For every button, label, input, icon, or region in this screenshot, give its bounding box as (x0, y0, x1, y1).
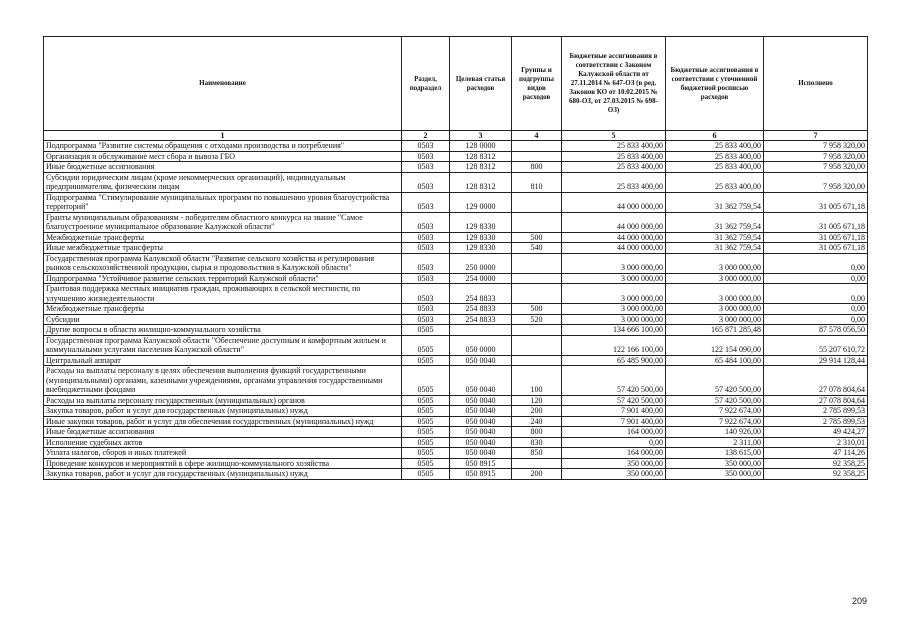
row-law-amount: 25 833 400,00 (562, 172, 666, 192)
row-group: 200 (512, 406, 562, 417)
row-law-amount: 57 420 500,00 (562, 366, 666, 396)
row-name: Исполнение судебных актов (44, 437, 402, 448)
budget-table (43, 36, 868, 480)
row-executed-amount: 92 358,25 (764, 458, 868, 469)
row-executed-amount: 55 207 610,72 (764, 335, 868, 355)
row-section: 0505 (402, 325, 450, 336)
table-row (44, 458, 868, 469)
row-target: 129 8330 (450, 232, 512, 243)
row-target: 128 8312 (450, 162, 512, 173)
row-name: Другие вопросы в области жилищно-коммунального хозяйства (44, 325, 402, 336)
row-group (512, 212, 562, 232)
row-law-amount: 122 166 100,00 (562, 335, 666, 355)
row-name: Межбюджетные трансферты (44, 304, 402, 315)
row-target: 129 0000 (450, 192, 512, 212)
row-law-amount: 3 000 000,00 (562, 304, 666, 315)
row-group: 520 (512, 314, 562, 325)
row-group: 100 (512, 366, 562, 396)
row-law-amount: 44 000 000,00 (562, 243, 666, 254)
row-refined-amount: 122 154 090,00 (666, 335, 764, 355)
table-body (44, 141, 868, 480)
row-law-amount: 7 901 400,00 (562, 406, 666, 417)
row-group (512, 335, 562, 355)
row-section: 0503 (402, 273, 450, 284)
row-group: 200 (512, 469, 562, 480)
row-target: 254 8833 (450, 304, 512, 315)
table-row (44, 416, 868, 427)
row-group (512, 325, 562, 336)
header-section: Раздел, подраздел (402, 37, 450, 131)
page-number: 209 (852, 596, 868, 606)
header-executed: Исполнено (764, 37, 868, 131)
row-refined-amount: 7 922 674,00 (666, 406, 764, 417)
row-name: Расходы на выплаты персоналу государственных (муниципальных) органов (44, 395, 402, 406)
row-group (512, 141, 562, 152)
table-row (44, 151, 868, 162)
row-refined-amount: 25 833 400,00 (666, 162, 764, 173)
row-refined-amount: 350 000,00 (666, 458, 764, 469)
row-name: Субсидии (44, 314, 402, 325)
table-row (44, 469, 868, 480)
row-name: Подпрограмма "Развитие системы обращения с отходами производства и потребления" (44, 141, 402, 152)
row-target: 254 8833 (450, 284, 512, 304)
row-law-amount: 134 666 100,00 (562, 325, 666, 336)
table-row (44, 212, 868, 232)
row-law-amount: 44 000 000,00 (562, 232, 666, 243)
row-name: Иные бюджетные ассигнования (44, 427, 402, 438)
row-name: Проведение конкурсов и мероприятий в сфере жилищно-коммунального хозяйства (44, 458, 402, 469)
table-row (44, 304, 868, 315)
row-name: Организация и обслуживание мест сбора и вывоза ГБО (44, 151, 402, 162)
table-row (44, 172, 868, 192)
row-executed-amount: 31 005 671,18 (764, 192, 868, 212)
row-refined-amount: 3 000 000,00 (666, 304, 764, 315)
row-law-amount: 25 833 400,00 (562, 162, 666, 173)
row-refined-amount: 7 922 674,00 (666, 416, 764, 427)
row-group: 500 (512, 304, 562, 315)
row-group (512, 192, 562, 212)
row-law-amount: 3 000 000,00 (562, 314, 666, 325)
row-law-amount: 350 000,00 (562, 469, 666, 480)
row-executed-amount: 0,00 (764, 314, 868, 325)
row-target: 050 0040 (450, 448, 512, 459)
row-group: 240 (512, 416, 562, 427)
row-executed-amount: 0,00 (764, 284, 868, 304)
table-row (44, 437, 868, 448)
row-executed-amount: 92 358,25 (764, 469, 868, 480)
row-law-amount: 3 000 000,00 (562, 273, 666, 284)
row-section: 0503 (402, 162, 450, 173)
row-refined-amount: 3 000 000,00 (666, 273, 764, 284)
table-row (44, 141, 868, 152)
row-name: Гранты муниципальным образованиям - победителям областного конкурса на звание "Самое благоустроенное муниципальное образование Калужской области" (44, 212, 402, 232)
row-name: Закупка товаров, работ и услуг для государственных (муниципальных) нужд (44, 406, 402, 417)
row-target: 050 0040 (450, 416, 512, 427)
row-section: 0503 (402, 243, 450, 254)
row-executed-amount: 7 958 320,00 (764, 162, 868, 173)
table-row (44, 284, 868, 304)
table-row (44, 314, 868, 325)
column-number: 4 (512, 131, 562, 141)
row-executed-amount: 87 578 056,50 (764, 325, 868, 336)
row-name: Иные межбюджетные трансферты (44, 243, 402, 254)
column-number: 1 (44, 131, 402, 141)
row-section: 0503 (402, 232, 450, 243)
table-row (44, 448, 868, 459)
row-target: 250 0000 (450, 253, 512, 273)
row-target (450, 325, 512, 336)
table-row (44, 355, 868, 366)
row-target: 129 8330 (450, 243, 512, 254)
row-executed-amount: 7 958 320,00 (764, 172, 868, 192)
table-row (44, 335, 868, 355)
row-law-amount: 65 485 900,00 (562, 355, 666, 366)
row-target: 050 0040 (450, 437, 512, 448)
row-section: 0505 (402, 406, 450, 417)
row-section: 0505 (402, 395, 450, 406)
row-refined-amount: 31 362 759,54 (666, 232, 764, 243)
row-executed-amount: 0,00 (764, 273, 868, 284)
header-name: Наименование (44, 37, 402, 131)
column-number: 5 (562, 131, 666, 141)
row-section: 0505 (402, 427, 450, 438)
row-target: 050 8915 (450, 469, 512, 480)
row-refined-amount: 31 362 759,54 (666, 243, 764, 254)
row-target: 050 8915 (450, 458, 512, 469)
row-section: 0505 (402, 366, 450, 396)
table-row (44, 395, 868, 406)
row-section: 0503 (402, 141, 450, 152)
row-section: 0505 (402, 437, 450, 448)
column-number-row (44, 131, 868, 141)
row-refined-amount: 3 000 000,00 (666, 314, 764, 325)
row-section: 0503 (402, 304, 450, 315)
row-section: 0503 (402, 151, 450, 162)
row-group: 800 (512, 162, 562, 173)
table-row (44, 366, 868, 396)
row-refined-amount: 140 926,00 (666, 427, 764, 438)
row-group: 540 (512, 243, 562, 254)
row-name: Межбюджетные трансферты (44, 232, 402, 243)
row-section: 0503 (402, 253, 450, 273)
row-refined-amount: 138 615,00 (666, 448, 764, 459)
row-executed-amount: 27 078 804,64 (764, 366, 868, 396)
row-executed-amount: 2 310,01 (764, 437, 868, 448)
row-section: 0503 (402, 192, 450, 212)
row-section: 0505 (402, 416, 450, 427)
table-row (44, 243, 868, 254)
row-refined-amount: 3 000 000,00 (666, 253, 764, 273)
row-refined-amount: 3 000 000,00 (666, 284, 764, 304)
table-row (44, 192, 868, 212)
row-executed-amount: 2 785 899,53 (764, 416, 868, 427)
row-target: 128 8312 (450, 172, 512, 192)
row-section: 0503 (402, 314, 450, 325)
row-law-amount: 350 000,00 (562, 458, 666, 469)
row-section: 0505 (402, 448, 450, 459)
row-executed-amount: 31 005 671,18 (764, 232, 868, 243)
row-law-amount: 7 901 400,00 (562, 416, 666, 427)
row-target: 050 0040 (450, 355, 512, 366)
row-section: 0503 (402, 284, 450, 304)
row-target: 050 0000 (450, 335, 512, 355)
row-law-amount: 0,00 (562, 437, 666, 448)
row-executed-amount: 31 005 671,18 (764, 212, 868, 232)
row-target: 129 8330 (450, 212, 512, 232)
row-section: 0503 (402, 212, 450, 232)
row-executed-amount: 31 005 671,18 (764, 243, 868, 254)
row-refined-amount: 65 484 100,00 (666, 355, 764, 366)
row-refined-amount: 31 362 759,54 (666, 212, 764, 232)
row-refined-amount: 25 833 400,00 (666, 141, 764, 152)
row-name: Иные закупки товаров, работ и услуг для обеспечения государственных (муниципальных) нужд (44, 416, 402, 427)
row-law-amount: 25 833 400,00 (562, 151, 666, 162)
column-number: 6 (666, 131, 764, 141)
row-executed-amount: 27 078 804,64 (764, 395, 868, 406)
row-executed-amount: 47 114,26 (764, 448, 868, 459)
header-row (44, 37, 868, 131)
row-law-amount: 3 000 000,00 (562, 284, 666, 304)
row-refined-amount: 2 311,00 (666, 437, 764, 448)
row-target: 254 8833 (450, 314, 512, 325)
row-target: 128 0000 (450, 141, 512, 152)
row-name: Субсидии юридическим лицам (кроме некоммерческих организаций), индивидуальным предпринимателям, физическим лицам (44, 172, 402, 192)
table-row (44, 325, 868, 336)
row-executed-amount: 7 958 320,00 (764, 141, 868, 152)
header-group: Группы и подгруппы видов расходов (512, 37, 562, 131)
row-name: Центральный аппарат (44, 355, 402, 366)
row-refined-amount: 57 420 500,00 (666, 395, 764, 406)
column-number: 7 (764, 131, 868, 141)
row-refined-amount: 57 420 500,00 (666, 366, 764, 396)
row-name: Государственная программа Калужской области "Развитие сельского хозяйства и регулирования рынков сельскохозяйственной продукции, сырья и продовольствия в Калужской области" (44, 253, 402, 273)
table-row (44, 253, 868, 273)
row-group: 800 (512, 427, 562, 438)
header-refined: Бюджетные ассигнования в соответствии с уточненной бюджетной росписью расходов (666, 37, 764, 131)
row-target: 128 8312 (450, 151, 512, 162)
row-executed-amount: 0,00 (764, 253, 868, 273)
row-group: 850 (512, 448, 562, 459)
row-group (512, 284, 562, 304)
row-executed-amount: 0,00 (764, 304, 868, 315)
row-executed-amount: 7 958 320,00 (764, 151, 868, 162)
header-target: Целевая статья расходов (450, 37, 512, 131)
row-name: Расходы на выплаты персоналу в целях обеспечения выполнения функций государственными (муниципальными) органами, казенными учреждениями, органами управления государственными внебюджетными фондами (44, 366, 402, 396)
row-group: 120 (512, 395, 562, 406)
row-group (512, 273, 562, 284)
table-row (44, 427, 868, 438)
row-law-amount: 164 000,00 (562, 448, 666, 459)
row-name: Подпрограмма "Устойчивое развитие сельских территорий Калужской области" (44, 273, 402, 284)
row-group: 810 (512, 172, 562, 192)
row-group (512, 355, 562, 366)
row-target: 050 0040 (450, 366, 512, 396)
column-number: 2 (402, 131, 450, 141)
row-group (512, 253, 562, 273)
row-section: 0505 (402, 469, 450, 480)
row-law-amount: 44 000 000,00 (562, 212, 666, 232)
row-section: 0505 (402, 335, 450, 355)
row-law-amount: 164 000,00 (562, 427, 666, 438)
row-name: Государственная программа Калужской области "Обеспечение доступным и комфортным жильем и коммунальными услугами населения Калужской области" (44, 335, 402, 355)
row-group (512, 458, 562, 469)
row-executed-amount: 49 424,27 (764, 427, 868, 438)
row-group: 830 (512, 437, 562, 448)
row-target: 050 0040 (450, 427, 512, 438)
row-refined-amount: 25 833 400,00 (666, 172, 764, 192)
table-row (44, 273, 868, 284)
table-row (44, 406, 868, 417)
row-group (512, 151, 562, 162)
row-law-amount: 57 420 500,00 (562, 395, 666, 406)
row-name: Закупка товаров, работ и услуг для государственных (муниципальных) нужд (44, 469, 402, 480)
row-refined-amount: 165 871 285,48 (666, 325, 764, 336)
row-section: 0505 (402, 458, 450, 469)
row-law-amount: 3 000 000,00 (562, 253, 666, 273)
row-name: Уплата налогов, сборов и иных платежей (44, 448, 402, 459)
row-executed-amount: 2 785 899,53 (764, 406, 868, 417)
header-law: Бюджетные ассигнования в соответствии с Законом Калужской области от 27.11.2014 № 647-ОЗ (в ред. Законов КО от 10.02.2015 № 680-ОЗ, от 27.03.2015 № 698-ОЗ) (562, 37, 666, 131)
row-target: 254 0000 (450, 273, 512, 284)
row-group: 500 (512, 232, 562, 243)
row-section: 0503 (402, 172, 450, 192)
column-number: 3 (450, 131, 512, 141)
table-row (44, 232, 868, 243)
row-target: 050 0040 (450, 395, 512, 406)
row-executed-amount: 29 914 128,44 (764, 355, 868, 366)
row-name: Иные бюджетные ассигнования (44, 162, 402, 173)
row-refined-amount: 25 833 400,00 (666, 151, 764, 162)
row-target: 050 0040 (450, 406, 512, 417)
row-refined-amount: 350 000,00 (666, 469, 764, 480)
row-name: Грантовая поддержка местных инициатив граждан, проживающих в сельской местности, по улучшению жизнедеятельности (44, 284, 402, 304)
row-refined-amount: 31 362 759,54 (666, 192, 764, 212)
row-name: Подпрограмма "Стимулирование муниципальных программ по повышению уровня благоустройства территорий" (44, 192, 402, 212)
table-row (44, 162, 868, 173)
row-law-amount: 25 833 400,00 (562, 141, 666, 152)
row-law-amount: 44 000 000,00 (562, 192, 666, 212)
row-section: 0505 (402, 355, 450, 366)
